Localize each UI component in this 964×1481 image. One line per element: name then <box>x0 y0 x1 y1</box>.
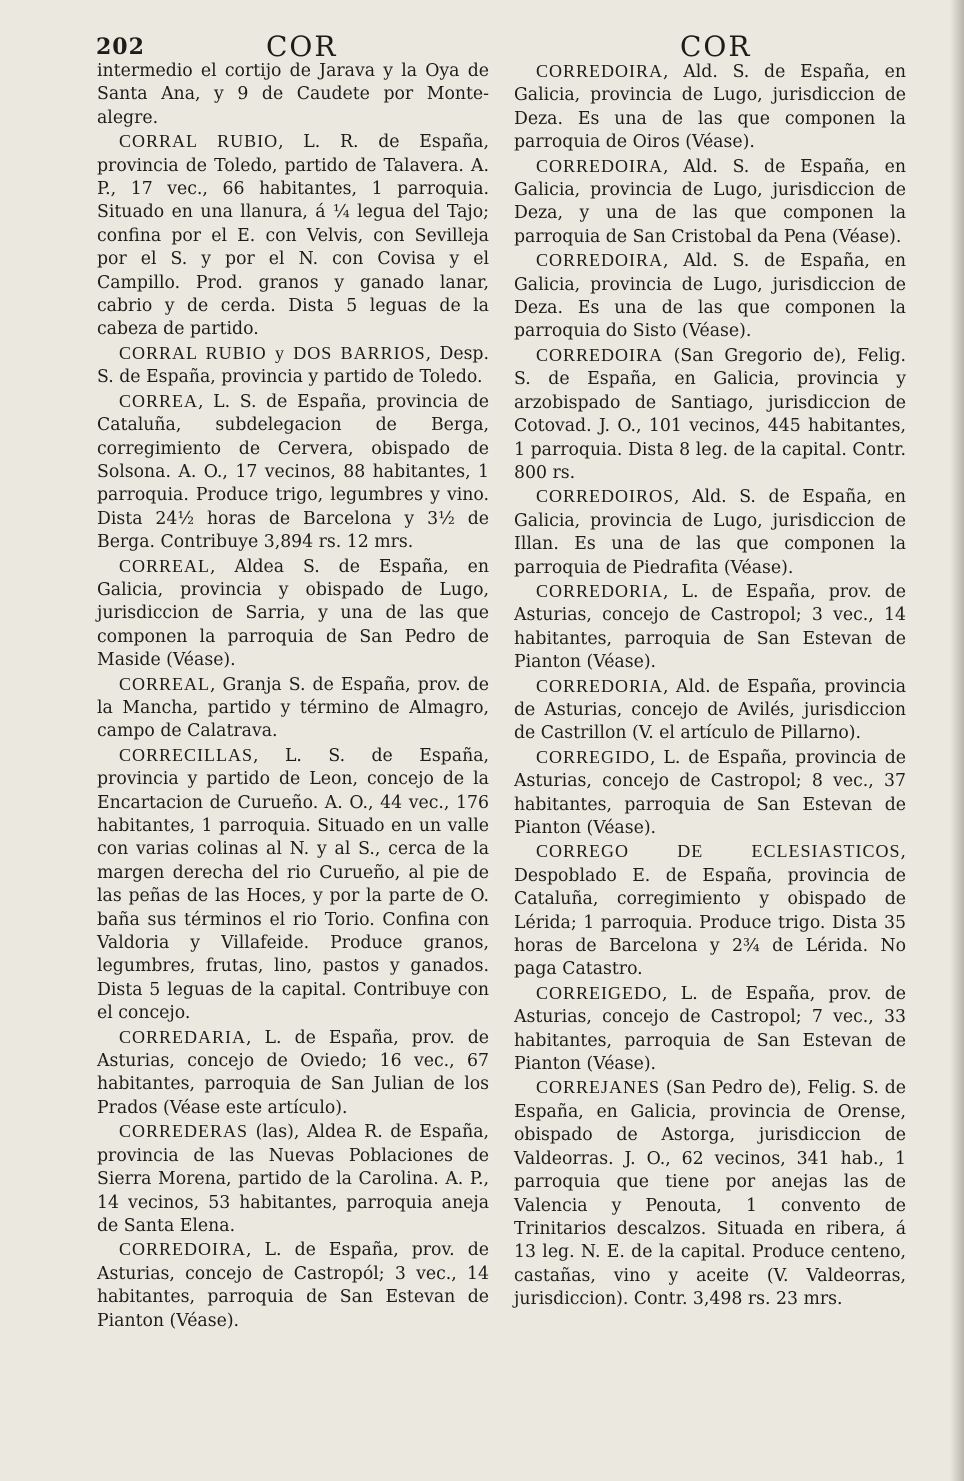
entry-headword: CORREDOIRA <box>536 61 664 81</box>
entry-headword: CORREDOIRA <box>536 250 664 271</box>
running-header-left: COR <box>266 30 338 63</box>
dictionary-entry <box>97 673 489 744</box>
entry-text: , Ald. S. de España, en Galicia, provincia de Lugo, jurisdiccion de Deza. Es una de las que componen la parroquia de Oiros (Véase). <box>514 62 906 153</box>
dictionary-entry <box>97 130 489 342</box>
dictionary-entry <box>97 1238 489 1333</box>
entry-text: (San Gregorio de), Felig. S. de España, en Galicia, provincia y arzobispado de Santiago, jurisdiccion de Cotovad. J. O., 101 vecinos, 445 habitantes, 1 parroquia. Dista 8 leg. de la capital. Contr. 800 rs. <box>514 345 906 483</box>
entry-headword: CORRECILLAS <box>119 744 254 765</box>
entry-text: , Aldea S. de España, en Galicia, provincia y obispado de Lugo, jurisdiccion de Sarria, y una de las que componen la parroquia de San Pedro de Maside (Véase). <box>97 556 489 671</box>
entry-text: (las), Aldea R. de España, provincia de las Nuevas Poblaciones de Sierra Morena, partido de la Carolina. A. P., 14 vecinos, 53 habitantes, parroquia aneja de Santa Elena. <box>97 1122 489 1236</box>
dictionary-entry <box>514 675 906 746</box>
right-column <box>514 60 906 1312</box>
book-spine-shadow <box>950 0 964 1481</box>
entry-text: , Ald. S. de España, en Galicia, provincia de Lugo, jurisdiccion de Deza, y una de las que componen la parroquia de San Cristobal da Pena (Véase). <box>514 156 906 247</box>
entry-text: , Ald. de España, provincia de Asturias, concejo de Avilés, jurisdiccion de Castrillon (V. el artículo de Pillarno). <box>514 676 906 744</box>
dictionary-entry <box>514 982 906 1077</box>
dictionary-entry <box>97 342 489 390</box>
entry-text: , Desp. S. de España, provincia y partido de Toledo. <box>97 343 489 388</box>
dictionary-entry <box>97 555 489 673</box>
entry-text: intermedio el cortijo de Jarava y la Oya de Santa Ana, y 9 de Caudete por Monte-alegre. <box>97 61 489 128</box>
dictionary-entry <box>97 1120 489 1238</box>
entry-headword: CORREDOIRA <box>119 1239 247 1260</box>
dictionary-entry <box>514 746 906 841</box>
entry-text: , L. de España, prov. de Asturias, concejo de Castropol; 3 vec., 14 habitantes, parroquia de San Estevan de Pianton (Véase). <box>514 581 906 673</box>
entry-headword: CORREDORIA <box>536 580 664 601</box>
entry-headword: CORREGIDO <box>536 746 651 767</box>
entry-headword: CORREAL <box>119 555 211 576</box>
entry-headword: CORREDOIROS <box>536 486 675 507</box>
left-column <box>97 60 489 1333</box>
entry-text: , L. de España, prov. de Asturias, concejo de Oviedo; 16 vec., 67 habitantes, parroquia de San Julian de los Prados (Véase este artículo). <box>97 1027 489 1118</box>
entry-headword: CORREAL <box>119 673 211 694</box>
dictionary-entry <box>514 60 906 155</box>
dictionary-entry <box>514 840 906 981</box>
entry-text: , L. de España, prov. de Asturias, concejo de Castropól; 3 vec., 14 habitantes, parroquia de San Estevan de Pianton (Véase). <box>97 1240 489 1331</box>
entry-text: , L. de España, provincia de Asturias, concejo de Castropol; 8 vec., 37 habitantes, parroquia de San Estevan de Pianton (Véase). <box>514 747 906 838</box>
entry-headword: CORREJANES <box>536 1077 661 1098</box>
entry-headword: CORREIGEDO <box>536 982 662 1003</box>
entry-text: , L. S. de España, provincia y partido de Leon, concejo de la Encartacion de Curueño. A. O., 44 vec., 176 habitantes, 1 parroquia. Situado en un valle con varias colinas al N. y al S., cerca de la margen derecha del rio Curueño, al pie de las peñas de las Hoces, y por la parte de O. baña sus términos el rio Torio. Confina con Valdoria y Villafeide. Produce granos, legumbres, frutas, lino, pastos y ganados. Dista 5 leguas de la capital. Contribuye con el concejo. <box>97 745 489 1024</box>
entry-headword: CORRAL RUBIO <box>119 131 279 152</box>
page-number: 202 <box>96 34 145 60</box>
entry-headword: CORRAL RUBIO y DOS BARRIOS <box>119 342 426 363</box>
entry-text: , Despoblado E. de España, provincia de Cataluña, corregimiento y obispado de Lérida; 1 parroquia. Produce trigo. Dista 35 horas de Barcelona y 2¾ de Lérida. No paga Catastro. <box>514 842 906 980</box>
entry-headword: CORREDARIA <box>119 1026 247 1047</box>
entry-headword: CORREGO DE ECLESIASTICOS <box>536 841 901 862</box>
entry-text: , L. S. de España, provincia de Cataluña, subdelegacion de Berga, corregimiento de Cervera, obispado de Solsona. A. O., 17 vecinos, 88 habitantes, 1 parroquia. Produce trigo, legumbres y vino. Dista 24½ horas de Barcelona y 3½ de Berga. Contribuye 3,894 rs. 12 mrs. <box>97 391 489 553</box>
dictionary-entry <box>514 580 906 675</box>
entry-text: , Granja S. de España, prov. de la Mancha, partido y término de Almagro, campo de Calatrava. <box>97 674 489 742</box>
entry-text: , L. R. de España, provincia de Toledo, partido de Talavera. A. P., 17 vec., 66 habitantes, 1 parroquia. Situado en una llanura, á ¼ legua del Tajo; confina por el E. con Velvis, con Sevilleja por el S. y por el N. con Covisa y el Campillo. Prod. granos y ganado lanar, cabrio y de cerda. Dista 5 leguas de la cabeza de partido. <box>97 132 489 340</box>
running-header-right: COR <box>680 30 752 63</box>
dictionary-entry <box>514 155 906 250</box>
dictionary-entry <box>514 1076 906 1311</box>
entry-headword: CORREDOIRA <box>536 344 664 365</box>
dictionary-entry <box>514 485 906 580</box>
dictionary-entry <box>514 344 906 485</box>
entry-text: , Ald. S. de España, en Galicia, provincia de Lugo, jurisdiccion de Illan. Es una de las que componen la parroquia de Piedrafita (Véase). <box>514 487 906 578</box>
dictionary-entry <box>97 390 489 555</box>
dictionary-entry <box>97 1026 489 1121</box>
entry-text: , Ald. S. de España, en Galicia, provincia de Lugo, jurisdiccion de Deza. Es una de las que componen la parroquia do Sisto (Véase). <box>514 251 906 342</box>
entry-headword: CORREDERAS <box>119 1121 249 1142</box>
entry-headword: CORREA <box>119 390 199 411</box>
entry-text: (San Pedro de), Felig. S. de España, en Galicia, provincia de Orense, obispado de Astorga, jurisdiccion de Valdeorras. J. O., 62 vecinos, 341 hab., 1 parroquia que tiene por anejas las de Valencia y Penouta, 1 convento de Trinitarios descalzos. Situada en ribera, á 13 leg. N. E. de la capital. Produce centeno, castañas, vino y aceite (V. Valdeorras, jurisdiccion). Contr. 3,498 rs. 23 mrs. <box>514 1078 906 1310</box>
entry-headword: CORREDORIA <box>536 675 664 696</box>
entry-text: , L. de España, prov. de Asturias, concejo de Castropol; 7 vec., 33 habitantes, parroquia de San Estevan de Pianton (Véase). <box>514 983 906 1075</box>
dictionary-entry <box>97 60 489 130</box>
dictionary-entry <box>97 744 489 1026</box>
dictionary-entry <box>514 249 906 344</box>
entry-headword: CORREDOIRA <box>536 155 664 176</box>
